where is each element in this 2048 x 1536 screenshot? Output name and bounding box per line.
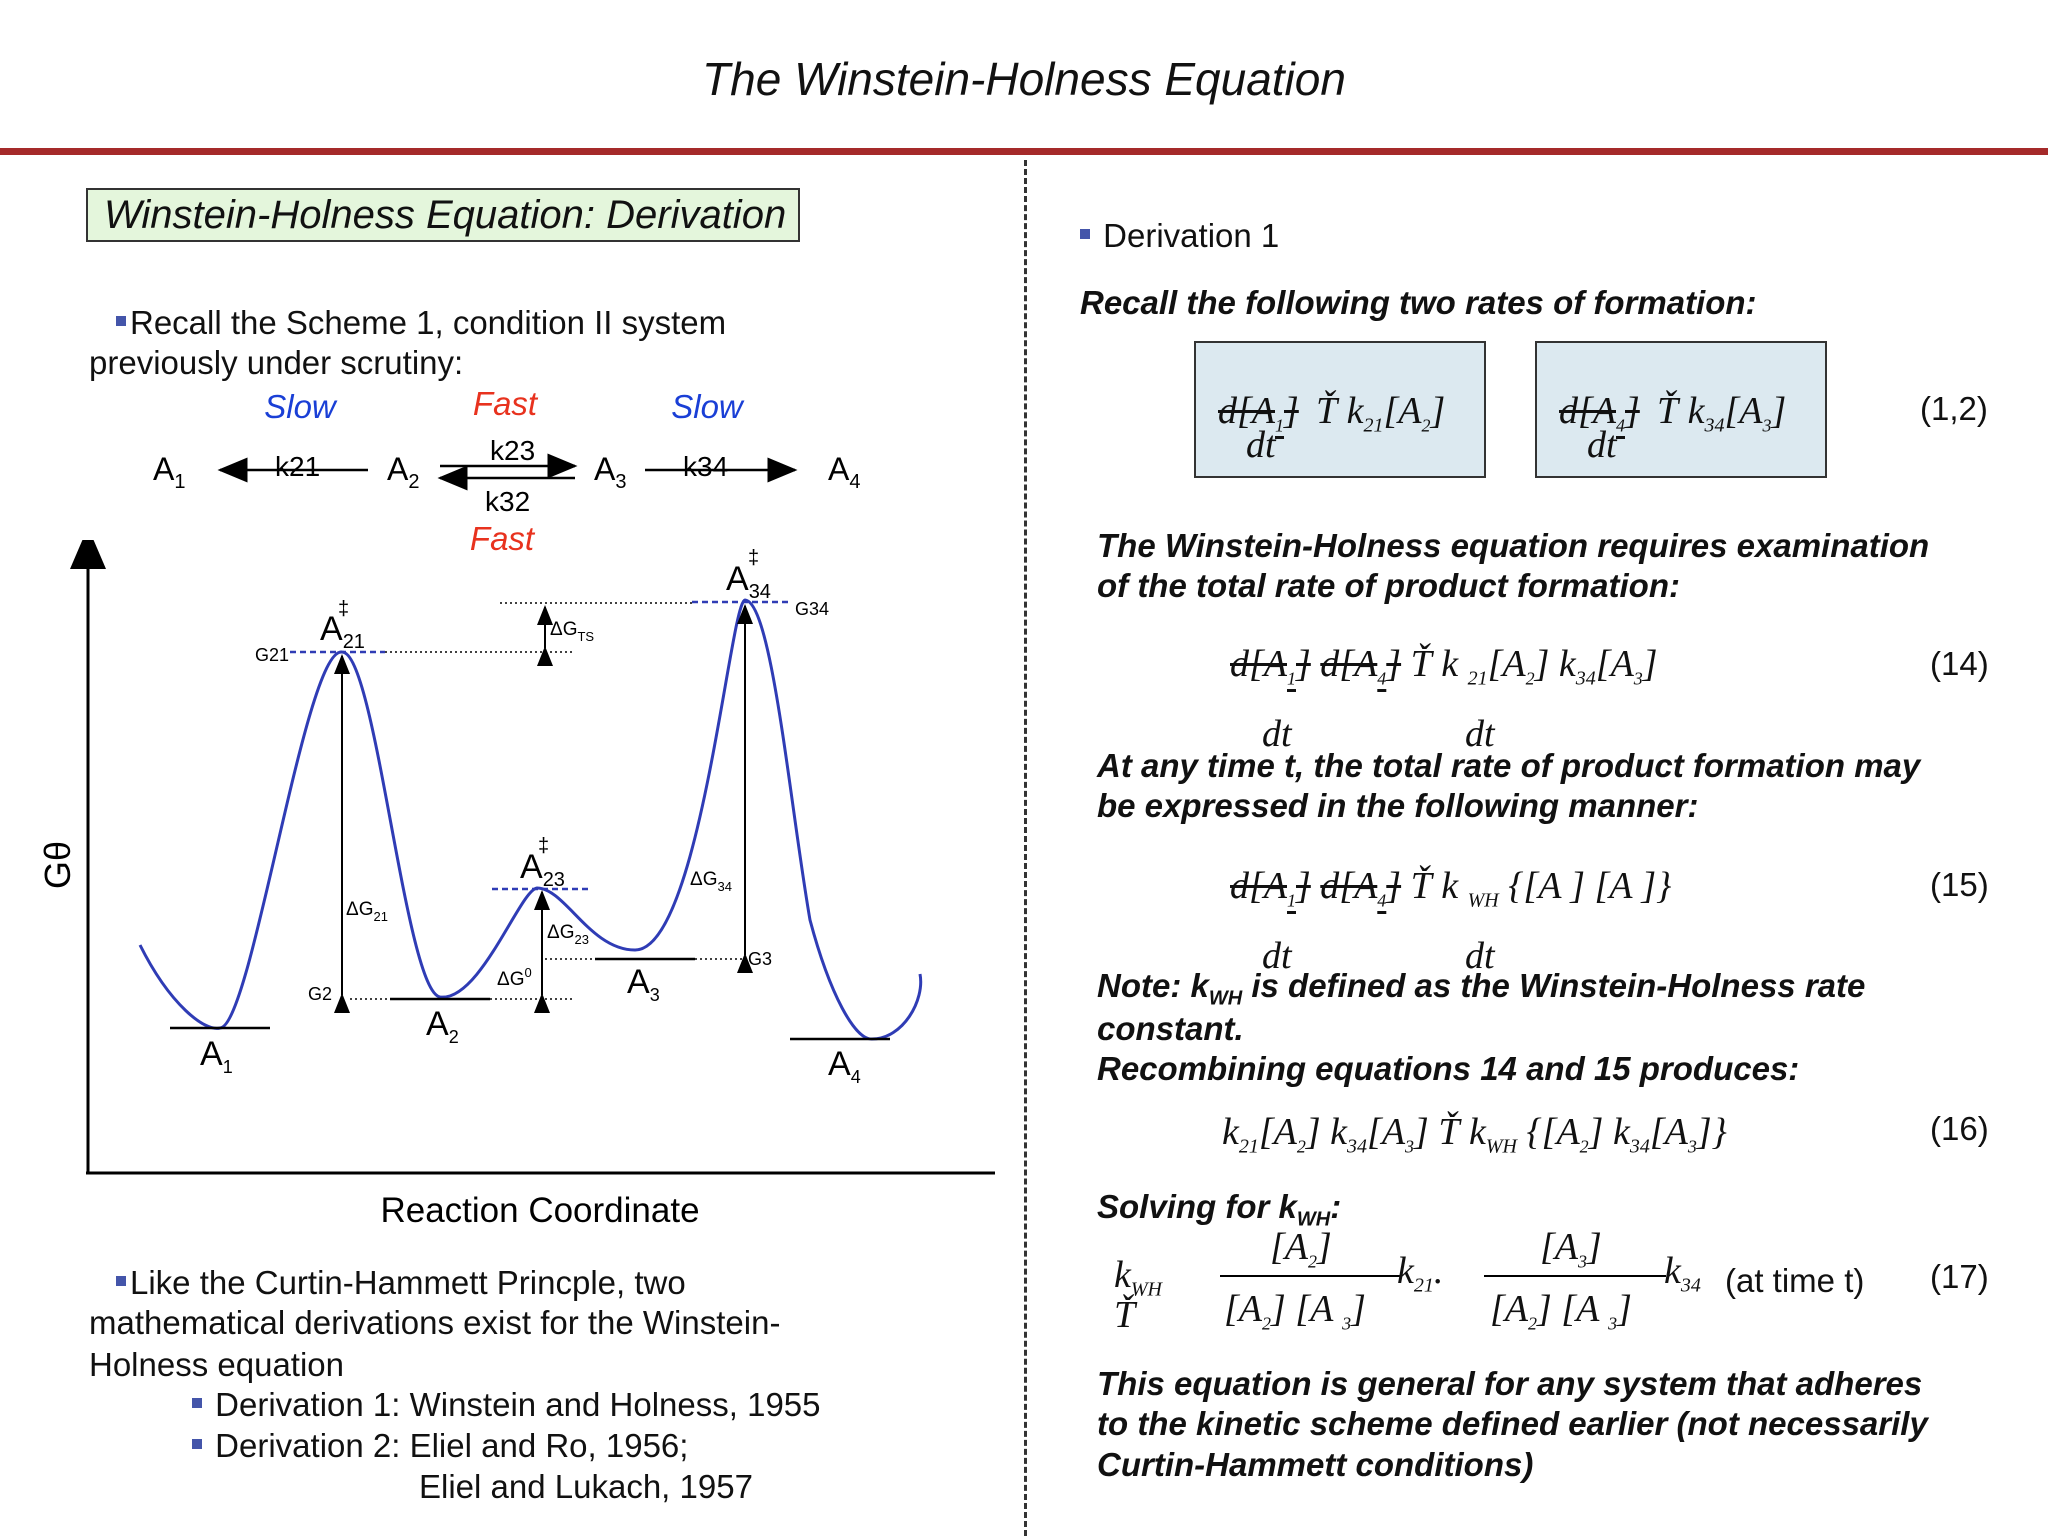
k21-label: k21: [275, 451, 321, 482]
solving-for-kwh: Solving for $k_{WH}$:: [1097, 1188, 1342, 1231]
ts-A34: $A_{34}$: [726, 560, 771, 603]
general-line-1: This equation is general for any system that adheres: [1097, 1365, 1923, 1402]
column-divider: [1024, 160, 1027, 1536]
svg-text:A3: $A_3$: [627, 963, 660, 1005]
fast-label-1: Fast: [472, 385, 538, 422]
equation-16: $k_{21}[A_2]$ $k_{34}[A_3]$ Ť $k_{WH}$ {$[A_2]$ $k_{34}[A_3]$}: [1222, 1111, 1727, 1158]
svg-text:ΔG0: $\Delta G^0$: [497, 965, 532, 990]
scheme-A1: $A_1$: [153, 451, 186, 493]
svg-text:ΔG23: $\Delta G_{23}$: [547, 922, 589, 947]
recombining: Recombining equations 14 and 15 produces:: [1097, 1050, 1800, 1087]
k34-label: k34: [683, 451, 729, 482]
scheme-A2: $A_2$: [387, 451, 420, 493]
fast-label-2: Fast: [469, 520, 535, 557]
recall-line-2: previously under scrutiny:: [89, 344, 464, 381]
derivation-box-title: Winstein-Holness Equation: Derivation: [86, 188, 800, 242]
wh-requires-2: of the total rate of product formation:: [1097, 567, 1680, 604]
svg-text:A2: $A_2$: [426, 1005, 459, 1047]
eq-number-15: (15): [1930, 866, 1989, 903]
eq-number-1-2: (1,2): [1920, 390, 1988, 427]
ts-A23: $A_{23}$: [520, 848, 565, 891]
bullet-icon: [116, 1276, 126, 1286]
bullet-icon: [1080, 229, 1090, 239]
svg-text:‡: ‡: [538, 835, 550, 857]
svg-text:G3: G3: [748, 949, 773, 969]
note-line-1: Note: $k_{WH}$ is defined as the Winstein-Holness rate: [1097, 967, 1866, 1010]
svg-text:ΔG21: $\Delta G_{21}$: [346, 899, 388, 924]
svg-text:G21: G21: [255, 645, 290, 665]
note-line-2: constant.: [1097, 1010, 1244, 1047]
eq-number-17: (17): [1930, 1258, 1989, 1295]
bullet-icon: [192, 1439, 202, 1449]
eq-number-14: (14): [1930, 645, 1989, 682]
bullet-icon: [192, 1398, 202, 1408]
equation-2-box: $d[A_4]$ dt Ť $k_{34}[A_3]$: [1535, 341, 1827, 478]
equation-17: $k_{WH}$ Ť $[A_2]$ $[A_2]$ [A $_3$] $k_{21}$. $[A_3]$ $[A_2]$ [A $_3$] $k_{34}$ (at time t): [1114, 1226, 1865, 1336]
svg-text:G2: G2: [308, 984, 333, 1004]
equation-14: $d[A_1]$ $d[A_4]$ Ť k $_{21}[A_2]$ $k_{34}[A_3]$: [1230, 643, 1658, 690]
curtin-line-3: Holness equation: [89, 1346, 345, 1383]
equation-15: $d[A_1]$ $d[A_4]$ Ť k $_{WH}$ {[A ] [A ]}: [1230, 865, 1672, 912]
slow-label-2: Slow: [671, 388, 743, 425]
eq-number-16: (16): [1930, 1110, 1989, 1147]
derivation-1-item: Derivation 1: Winstein and Holness, 1955: [192, 1385, 821, 1425]
recall-rates: Recall the following two rates of formation:: [1080, 284, 1757, 321]
wh-requires-1: The Winstein-Holness equation requires examination: [1097, 527, 1930, 564]
general-line-2: to the kinetic scheme defined earlier (not necessarily: [1097, 1405, 1928, 1442]
scheme-A4: $A_4$: [828, 451, 861, 493]
svg-text:A1: $A_1$: [200, 1035, 233, 1077]
svg-text:ΔG34: $\Delta G_{34}$: [690, 869, 732, 894]
scheme-A3: $A_3$: [594, 451, 627, 493]
derivation-1-heading: Derivation 1: [1080, 216, 1279, 256]
k23-label: k23: [490, 435, 536, 466]
at-time-t: (at time t): [1725, 1262, 1865, 1299]
energy-diagram: [20, 540, 1010, 1240]
svg-text:G34: G34: [795, 599, 830, 619]
svg-text:‡: ‡: [338, 598, 350, 620]
bullet-icon: [116, 316, 126, 326]
general-line-3: Curtin-Hammett conditions): [1097, 1446, 1534, 1483]
slow-label-1: Slow: [264, 388, 336, 425]
equation-1-box: $d[A_1]$ dt Ť $k_{21}[A_2]$: [1194, 341, 1486, 478]
curtin-line-2: mathematical derivations exist for the Winstein-: [89, 1304, 781, 1341]
derivation-2-continued: Eliel and Lukach, 1957: [419, 1468, 753, 1505]
derivation-2-item: Derivation 2: Eliel and Ro, 1956;: [192, 1426, 688, 1466]
svg-text:‡: ‡: [748, 547, 760, 569]
y-axis-label: Gθ: [37, 840, 78, 890]
svg-text:ΔGTS: $\Delta G_{TS}$: [550, 619, 595, 644]
any-time-1: At any time t, the total rate of product formation may: [1097, 747, 1921, 784]
x-axis-label: Reaction Coordinate: [380, 1191, 700, 1230]
slide-title: The Winstein-Holness Equation: [702, 53, 1346, 105]
title-rule: [0, 148, 2048, 155]
svg-text:A4: $A_4$: [828, 1045, 861, 1087]
any-time-2: be expressed in the following manner:: [1097, 787, 1699, 824]
ts-A21: $A_{21}$: [320, 610, 365, 653]
curtin-line-1: Like the Curtin-Hammett Princple, two: [116, 1263, 686, 1303]
recall-line-1: Recall the Scheme 1, condition II system: [116, 303, 726, 343]
k32-label: k32: [485, 486, 531, 517]
